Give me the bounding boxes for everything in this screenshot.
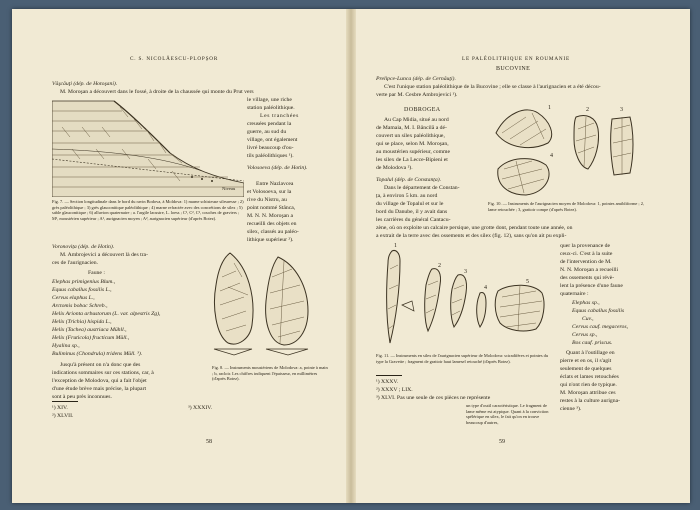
- footnote-continuation: un type d'outil caractéristique. Le fragment de lame même est atypique. Quant à la conviction spélérique en silex, le fait qu'on en trouve beaucoup d'autres,: [466, 403, 549, 425]
- fauna-item: Arctomis bobac Schreb.,: [52, 303, 108, 309]
- book-spread: [12, 9, 690, 503]
- para2-line: silex, classés au paléo-: [247, 229, 299, 235]
- footnote: ¹) XIV.: [52, 405, 68, 411]
- para2-line: Entre Nazlavcea: [256, 181, 294, 187]
- para1-line: guerre, au sud du: [247, 129, 287, 135]
- para2-line: qui se place, selon M. Moroşan,: [376, 141, 449, 147]
- footnote: ³) XXXIV.: [188, 405, 213, 411]
- running-head-right: LE PALÉOLITHIQUE EN ROUMANIE: [462, 56, 570, 62]
- para4-line: N. N. Moroşan a recueilli: [560, 267, 619, 273]
- fauna-item: Cuv.,: [582, 316, 594, 322]
- fauna-item: Equus caballus fossilis: [572, 308, 625, 314]
- para4-line: Jusqu'à présent on n'a donc que des: [60, 362, 141, 368]
- right-page: [356, 9, 690, 503]
- fauna-item: Cervus elaphus L.,: [52, 295, 95, 301]
- para4-line: sont à peu près inconnues.: [52, 394, 112, 400]
- figure-10-number: 3: [620, 107, 623, 113]
- para3-line: M. Ambrojevici a découvert là des tra-: [60, 252, 148, 258]
- para3-line: ța, à environ 5 km. au nord: [376, 193, 438, 199]
- para3-line: Dans le département de Constan-: [384, 185, 460, 191]
- fauna-item: Helix (Fruticola) fructicum Müll.,: [52, 335, 130, 341]
- para2-line: Au Cap Midia, situé au nord: [384, 117, 449, 123]
- para1-line: C'est l'unique station paléolithique de la Bucovine ; elle se classe à l'aurignacien et a été décou-: [384, 84, 601, 90]
- para1-line: le village, une riche: [247, 97, 292, 103]
- para2-line: lithique supérieur ²).: [247, 237, 294, 243]
- locality-voronovita: Voronovița (dép. de Hotin).: [52, 244, 115, 250]
- figure-11-number: 2: [438, 263, 441, 269]
- fauna-item: Helix (Trichia) hispida L.,: [52, 319, 112, 325]
- para1-line: Les tranchées: [260, 113, 299, 119]
- figure-10-number: 2: [586, 107, 589, 113]
- para5-line: restes à la culture aurigna-: [560, 398, 621, 404]
- footnote-rule: [52, 401, 78, 402]
- para2-line: et Volosoeva, sur la: [247, 189, 292, 195]
- para5-line: pierre et en os, il s'agit: [560, 358, 612, 364]
- para1-line: tils paléolithiques ¹).: [247, 153, 294, 159]
- fauna-item: Elephas primigenius Blum.,: [52, 279, 116, 285]
- figure-11-number: 1: [394, 243, 397, 249]
- locality-prelipce: Prelipce-Lunca (dép. de Cernăuţi).: [376, 76, 456, 82]
- para4-line: lent la présence d'une faune: [560, 283, 623, 289]
- para5-line: seulement de quelques: [560, 366, 612, 372]
- footnote: ²) XLVII.: [52, 413, 74, 419]
- para2-line: point nommé Stânca,: [247, 205, 296, 211]
- para2-line: au moustérien supérieur, comme: [376, 149, 451, 155]
- footnote: ¹) XXXV.: [376, 379, 399, 385]
- running-head-left: C. S. NICOLĂESCU-PLOPȘOR: [130, 56, 219, 62]
- para1-line: verte par M. Cesbre Ambrojevici ¹).: [376, 92, 458, 98]
- para2-line: les silex de La Lecce-Bipieni et: [376, 157, 448, 163]
- fauna-item: Bos cauf. priscus.: [572, 340, 613, 346]
- para2-line: M. N. N. Moroşan a: [247, 213, 293, 219]
- para4-line: indications sommaires sur ces stations, car, à: [52, 370, 154, 376]
- para1-line: livré beaucoup d'ou-: [247, 145, 294, 151]
- figure-11-caption: Fig. 11. — Instruments en silex de l'aurignacien supérieur de Molodova: sciradifères et pointes du type la Gravette ; fragment de grattoir haut lamesel retouché (d'après Botez).: [376, 353, 549, 364]
- fauna-item: Buliminus (Chondrula) tridens Müll. ³).: [52, 351, 143, 357]
- para3-line: zène, où on exploite un calcaire persique, une grotte dont, pendant toute une année, on: [376, 225, 573, 231]
- para2-line: recueilli des objets en: [247, 221, 297, 227]
- figure-11-number: 5: [526, 279, 529, 285]
- para2-line: de Molodova ²).: [376, 165, 413, 171]
- footnote: ³) XLVI. Pas une seule de ces pièces ne représente: [376, 395, 491, 401]
- para3-line: bord du Danube, il y avait dans: [376, 209, 448, 215]
- footnote: ²) XXXV ; LIX.: [376, 387, 413, 393]
- para5-line: éclats et lames retouchées: [560, 374, 619, 380]
- figure-10-number: 1: [548, 105, 551, 111]
- page-number-right: 59: [499, 439, 505, 445]
- fauna-item: Helix Arionta arbustorum (L. var. alpestris Zg),: [52, 311, 161, 317]
- fauna-item: Cervus sp.,: [572, 332, 598, 338]
- para3-line: les carrières du général Cantacu-: [376, 217, 451, 223]
- left-page: [12, 9, 346, 503]
- figure-7-section-drawing: [52, 97, 244, 197]
- para5-line: Quant à l'outillage en: [566, 350, 615, 356]
- fauna-item: Hyalina sp.,: [52, 343, 80, 349]
- figure-11-number: 4: [484, 285, 487, 291]
- para3-line: a extrait de la terre avec des ossements et des silex (fig. 12), sans qu'on ait pu expli-: [376, 233, 567, 239]
- para4-line: quaternaire :: [560, 291, 589, 297]
- figure-7-caption: Fig. 7. — Section longitudinale dans le bord du ravin Bodova, à Moldova: 1) marne schisteuse sileuresse ; 2) grès paléolithique ; 3) grès glauconitique paléolithique ; 4) marne refractée avec des concrétions de silex ; 5) sable glauconitique ; 6) alluvion quaternaire ; a. l'argile lacustre, L. loess ; C¹, C², C³, couches de graviers ; M¹, moustérien supérieur ; A¹, aurignacien moyen ; A², aurignacien supérieur (d'après Botez).: [52, 199, 244, 221]
- fauna-item: Elephas sp.,: [572, 300, 600, 306]
- section-dobrogea: DOBROGEA: [404, 107, 441, 113]
- para4-line: de l'intervention de M.: [560, 259, 612, 265]
- figure-10-caption: Fig. 10. — Instruments de l'aurignacien moyen de Molodova: 1, pointes amibliforme ; 2, lame retouchée ; 3, grattoir compe (d'après Botez).: [488, 201, 645, 212]
- figure-8-tools-drawing: [208, 247, 326, 359]
- para4-line: ceux-ci. C'est à la suite: [560, 251, 613, 257]
- para4-line: d'une étude brève mais précise, la plupart: [52, 386, 147, 392]
- figure-7-label-niveau: Niveau: [222, 186, 236, 191]
- page-number-left: 58: [206, 439, 212, 445]
- para3-line: du village de Topalul et sur le: [376, 201, 444, 207]
- figure-10-tools-drawing: [486, 99, 666, 203]
- locality-volosoeva: Volosoeva (dép. de Hotin).: [247, 165, 308, 171]
- figure-10-number: 4: [550, 153, 553, 159]
- para4-line: quer la provenance de: [560, 243, 611, 249]
- para2-line: rive du Nistru, au: [247, 197, 287, 203]
- para1-line: station paléolithique.: [247, 105, 295, 111]
- figure-11-tools-drawing: [376, 239, 552, 351]
- fauna-item: Helix (Tachea) austriaca Mühll.,: [52, 327, 127, 333]
- footnote-rule: [376, 375, 402, 376]
- para1-line: village, ont également: [247, 137, 298, 143]
- para2-line: de Mamaia, M. I. Bâncilă a dé-: [376, 125, 447, 131]
- para5-line: qui n'ont rien de typique.: [560, 382, 617, 388]
- para5-line: M. Moroşan attribue ces: [560, 390, 616, 396]
- para3-line: ces de l'aurignacien.: [52, 260, 99, 266]
- figure-8-caption: Fig. 8. — Instruments moustériens de Molodova: a, pointe à main ; b, racloir. Les chiffres indiquent l'épaisseur, en millimètres (d'après Botez).: [212, 365, 328, 382]
- book-gutter: [346, 9, 356, 503]
- para2-line: couvert un silex paléolithique,: [376, 133, 445, 139]
- fauna-item: Cervus cauf. megaceros,: [572, 324, 629, 330]
- locality-vascauti: Văşcăuţi (dép. de Hotoşani).: [52, 81, 118, 87]
- faune-heading: Faune :: [88, 270, 105, 276]
- fauna-item: Equus caballus fossilis L.,: [52, 287, 112, 293]
- para1-line: creusées pendant la: [247, 121, 292, 127]
- figure-11-number: 3: [464, 269, 467, 275]
- para4-line: l'exception de Molodova, qui a fait l'objet: [52, 378, 147, 384]
- locality-topalul: Topalul (dép. de Constanța).: [376, 177, 442, 183]
- para5-line: cienne ³).: [560, 406, 582, 412]
- para4-line: des ossements qui révè-: [560, 275, 615, 281]
- para1-line: M. Moroşan a découvert dans le fossé, à droite de la chaussée qui monte du Prut vers: [60, 89, 254, 95]
- section-bucovine: BUCOVINE: [496, 66, 531, 72]
